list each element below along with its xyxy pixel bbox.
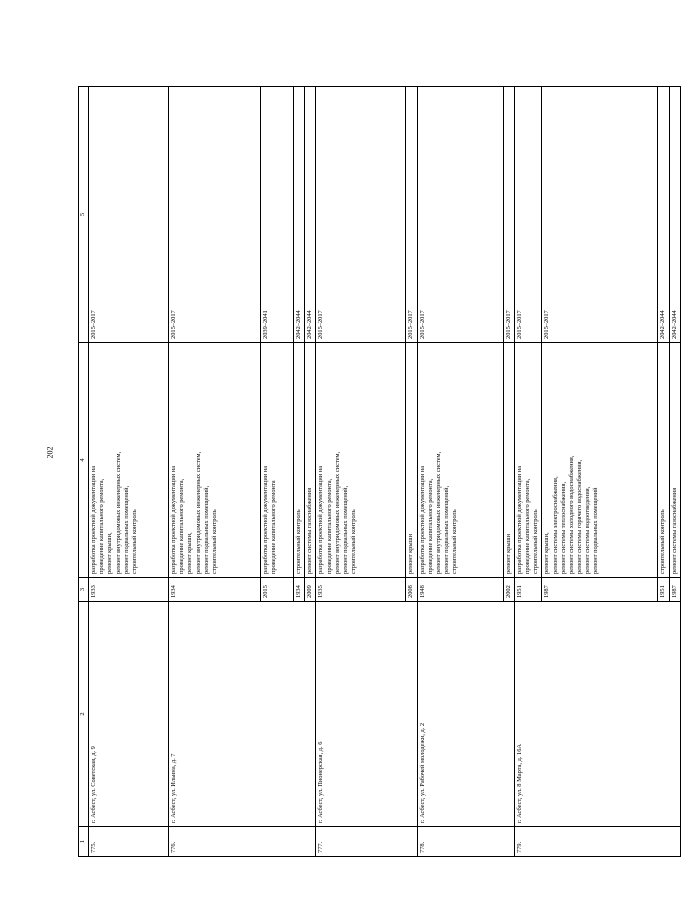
year-cell: 2009 <box>305 578 316 602</box>
work-type-line: ремонт системы горячего водоснабжения, <box>576 459 584 574</box>
year-cell: 1935 <box>316 578 406 602</box>
work-type-line: ремонт системы теплоснабжения, <box>559 481 567 574</box>
work-types-cell <box>503 343 514 578</box>
year-cell: 2002 <box>503 578 514 602</box>
work-types-cell <box>261 343 294 578</box>
work-type-line: разработка проектной документации на <box>418 465 426 574</box>
work-type-line: ремонт крыши, <box>543 532 551 574</box>
address-cell: г. Асбест, ул. 8 Марта, д. 16А <box>514 602 680 827</box>
header-cell-3: 3 <box>79 578 89 602</box>
address-cell: г. Асбест, ул. Рабочей молодежи, д. 2 <box>417 602 514 827</box>
work-type-line: ремонт подвальных помещений, <box>443 485 451 574</box>
work-types-cell <box>294 343 305 578</box>
work-type-line: строительный контроль <box>130 509 138 574</box>
work-type-line: ремонт крыши, <box>186 532 194 574</box>
header-cell-2: 2 <box>79 602 89 827</box>
table-row <box>514 87 542 857</box>
work-type-line: ремонт системы водоотведения, <box>584 486 592 574</box>
header-row <box>79 87 89 857</box>
period-cell: 2042–2044 <box>305 87 316 343</box>
table-row <box>89 87 169 857</box>
header-cell-1: 1 <box>79 827 89 857</box>
work-type-line: проведение капитального ремонта, <box>325 478 333 574</box>
period-cell: 2015–2017 <box>503 87 514 343</box>
period-cell: 2042–2044 <box>669 87 680 343</box>
period-cell: 2015–2017 <box>169 87 261 343</box>
work-type-line: строительный контроль <box>210 509 218 574</box>
year-cell: 2008 <box>406 578 417 602</box>
year-cell: 1934 <box>294 578 305 602</box>
row-number-cell: 776. <box>169 827 316 857</box>
work-type-line: ремонт системы газоснабжения <box>670 487 678 574</box>
work-type-line: ремонт подвальных помещений <box>592 487 600 574</box>
year-cell: 1951 <box>514 578 542 602</box>
work-types-cell <box>542 343 658 578</box>
period-cell: 2015–2017 <box>316 87 406 343</box>
work-type-line: ремонт внутридомовых инженерных систем, <box>434 451 442 574</box>
work-type-line: строительный контроль <box>659 509 667 574</box>
work-type-line: ремонт подвальных помещений, <box>202 485 210 574</box>
header-cell-5: 5 <box>79 87 89 343</box>
table-row <box>417 87 503 857</box>
year-cell: 1987 <box>669 578 680 602</box>
work-types-cell <box>658 343 669 578</box>
work-type-line: разработка проектной документации на <box>262 465 269 574</box>
work-type-line: ремонт внутридомовых инженерных систем, <box>333 451 341 574</box>
work-type-line: проведение капитального ремонта, <box>426 478 434 574</box>
work-types-cell <box>417 343 503 578</box>
work-types-cell <box>669 343 680 578</box>
year-cell: 2015 <box>261 578 294 602</box>
work-type-line: ремонт подвальных помещений, <box>341 485 349 574</box>
work-type-line: ремонт внутридомовых инженерных систем, <box>194 451 202 574</box>
work-type-line: ремонт внутридомовых инженерных систем, <box>114 451 122 574</box>
address-cell: г. Асбест, ул. Ильина, д. 7 <box>169 602 316 827</box>
work-type-line: разработка проектной документации на <box>317 465 325 574</box>
row-number-cell: 778. <box>417 827 514 857</box>
year-cell: 1987 <box>542 578 658 602</box>
work-type-line: строительный контроль <box>350 509 358 574</box>
year-cell: 1951 <box>658 578 669 602</box>
address-cell: г. Асбест, ул. Пионерская, д. 6 <box>316 602 417 827</box>
period-cell: 2039–2041 <box>261 87 294 343</box>
rotated-table-wrapper <box>78 87 678 857</box>
work-type-line: разработка проектной документации на <box>90 465 97 574</box>
work-type-line: строительный контроль <box>532 509 540 574</box>
table-row <box>316 87 406 857</box>
period-cell: 2015–2017 <box>542 87 658 343</box>
page-number: 202 <box>45 446 55 459</box>
work-type-line: ремонт системы холодного водоснабжения, <box>567 455 575 574</box>
year-cell: 1934 <box>169 578 261 602</box>
work-type-line: ремонт крыши <box>504 533 512 574</box>
work-type-line: ремонт подвальных помещений, <box>122 485 130 574</box>
work-types-cell <box>406 343 417 578</box>
work-type-line: ремонт системы газоснабжения <box>306 487 314 574</box>
capital-repair-table <box>78 86 681 857</box>
period-cell: 2015–2017 <box>417 87 503 343</box>
row-number-cell: 775. <box>89 827 169 857</box>
work-type-line: ремонт системы электроснабжения, <box>551 476 559 574</box>
work-type-line: разработка проектной документации на <box>170 465 177 574</box>
period-cell: 2015–2017 <box>89 87 169 343</box>
table-body <box>79 87 681 857</box>
year-cell: 1933 <box>89 578 169 602</box>
work-types-cell <box>316 343 406 578</box>
work-type-line: ремонт крыши, <box>106 532 114 574</box>
period-cell: 2015–2017 <box>406 87 417 343</box>
work-type-line: проведение капитального ремонта, <box>98 478 106 574</box>
work-type-line: проведение капитального ремонта, <box>178 478 186 574</box>
work-type-line: проведение капитального ремонта, <box>523 478 531 574</box>
header-cell-4: 4 <box>79 343 89 578</box>
work-type-line: строительный контроль <box>451 509 459 574</box>
period-cell: 2042–2044 <box>294 87 305 343</box>
address-cell: г. Асбест, ул. Советская, д. 9 <box>89 602 169 827</box>
period-cell: 2042–2044 <box>658 87 669 343</box>
period-cell: 2015–2017 <box>514 87 542 343</box>
table-row <box>169 87 261 857</box>
work-types-cell <box>305 343 316 578</box>
work-type-line: проведение капитального ремонта <box>270 480 278 574</box>
row-number-cell: 779. <box>514 827 680 857</box>
work-type-line: строительный контроль <box>295 509 302 574</box>
work-types-cell <box>169 343 261 578</box>
work-type-line: ремонт крыши <box>407 533 415 574</box>
work-types-cell <box>89 343 169 578</box>
work-types-cell <box>514 343 542 578</box>
work-type-line: разработка проектной документации на <box>515 465 523 574</box>
year-cell: 1948 <box>417 578 503 602</box>
row-number-cell: 777. <box>316 827 417 857</box>
